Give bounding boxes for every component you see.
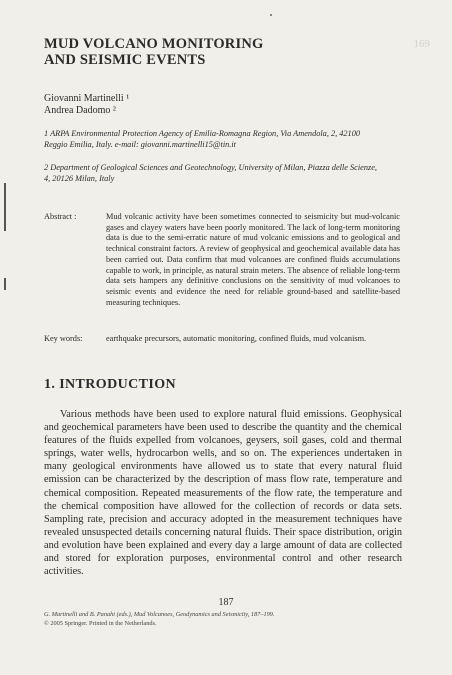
author-2: Andrea Dadomo ² [44, 105, 116, 116]
affiliation-1: 1 ARPA Environmental Protection Agency of Emilia-Romagna Region, Via Amendola, 2, 42100 Reggio Emilia, Italy. e-mail: giovanni.martinelli15@tin.it [44, 129, 361, 149]
keywords-label: Key words: [44, 334, 83, 343]
abstract-label: Abstract : [44, 212, 77, 221]
scan-edge-mark [4, 278, 6, 290]
title-line-2: AND SEISMIC EVENTS [44, 52, 206, 68]
footer [44, 610, 275, 628]
scan-speck [270, 14, 272, 16]
author-1: Giovanni Martinelli ¹ [44, 93, 130, 104]
affiliation-2: 2 Department of Geological Sciences and Geotechnology, University of Milan, Piazza delle Scienze, 4, 20126 Milan, Italy [44, 163, 377, 183]
abstract-text: Mud volcanic activity have been sometimes connected to seismicity but mud-volcanic gases and clayey waters have been poorly monitored. The lack of long-term monitoring data is due to the semi-erratic nature of mud volcanic emissions and to geological and technical constraint factors. A review of geophysical and geochemical available data has been carried out. Data confirm that mud volcanoes are confined fluids accumulations capable to work, in principle, as natural strain meters. The absence of reliable long-term data sets hampers any definitive conclusions on the sensitivity of mud volcanoes to seismic events and evidence the need for reliable ground-based and satellite-based measuring techniques. [106, 212, 400, 307]
intro-paragraph: Various methods have been used to explore natural fluid emissions. Geophysical and geochemical parameters have been used to describe the quantity and the chemical features of the fluids expelled from volcanoes, geysers, soil gases, cold and thermal springs, water wells, hydrocarbon wells, and so on. The experiences undertaken in many geological environments have allowed us to state that every natural fluid emission can be characterized by the description of mass flow rate, temperature and chemical composition. Repeated measurements of the flow rate, the temperature and the chemical composition have allowed for the collection of records or data sets. Sampling rate, precision and accuracy adopted in the measurement techniques have revealed unsuspected details concerning natural fluids. Their space distribution, origin and evolution have been explained and every day a large amount of data are collected and stored for exploration purposes, environmental control and other research activities. [44, 409, 402, 578]
paper-title [44, 36, 364, 68]
bleed-through-page-number: 169 [413, 38, 430, 50]
footer-copyright: © 2005 Springer. Printed in the Netherlands. [44, 620, 157, 627]
author-list [44, 93, 129, 117]
title-line-1: MUD VOLCANO MONITORING [44, 36, 264, 52]
footer-citation: G. Martinelli and B. Panahi (eds.), Mud Volcanoes, Geodynamics and Seismicity, 187–199. [44, 611, 275, 618]
keywords-text: earthquake precursors, automatic monitoring, confined fluids, mud volcanism. [106, 334, 367, 343]
scan-edge-mark [4, 183, 6, 231]
page-number: 187 [218, 597, 234, 608]
section-heading: 1. INTRODUCTION [44, 377, 177, 392]
